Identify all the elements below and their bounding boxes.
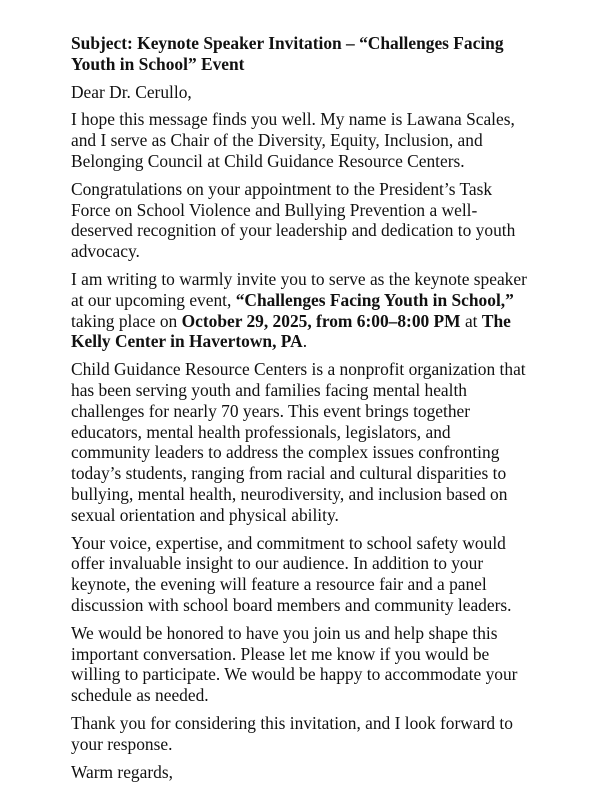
event-venue: The Kelly Center in Havertown, PA bbox=[71, 310, 511, 352]
closing: Warm regards, bbox=[71, 761, 173, 782]
email-subject: Subject: Keynote Speaker Invitation – “Challenges Facing Youth in School” Event bbox=[71, 33, 504, 74]
invite-text-1: I am writing to warmly invite you to serve as the keynote speaker at our upcoming event, bbox=[71, 268, 527, 310]
invitation-paragraph bbox=[71, 269, 531, 352]
invite-text-4: . bbox=[302, 331, 308, 352]
congratulations-paragraph: Congratulations on your appointment to the President’s Task Force on School Violence and Bullying Prevention a well-deserved recognition of your leadership and dedication to youth advocacy. bbox=[71, 178, 516, 262]
voice-paragraph: Your voice, expertise, and commitment to school safety would offer invaluable insight to our audience. In addition to your keynote, the evening will feature a resource fair and a panel discussion with school board members and community leaders. bbox=[71, 532, 512, 615]
invite-text-2: taking place on bbox=[71, 310, 182, 331]
email-body bbox=[71, 33, 531, 789]
intro-paragraph: I hope this message finds you well. My name is Lawana Scales, and I serve as Chair of the Diversity, Equity, Inclusion, and Belonging Council at Child Guidance Resource Centers. bbox=[71, 109, 515, 171]
thanks-paragraph: Thank you for considering this invitation, and I look forward to your response. bbox=[71, 712, 513, 754]
honored-paragraph: We would be honored to have you join us and help shape this important conversation. Please let me know if you would be willing to participate. We would be happy to accommodate your schedule as needed. bbox=[71, 622, 518, 706]
organization-paragraph: Child Guidance Resource Centers is a nonprofit organization that has been serving youth and families facing mental health challenges for nearly 70 years. This event brings together educators, mental health professionals, legislators, and community leaders to address the complex issues confronting today’s students, ranging from racial and cultural disparities to bullying, mental health, neurodiversity, and inclusion based on sexual orientation and physical ability. bbox=[71, 359, 526, 525]
event-name: “Challenges Facing Youth in School,” bbox=[235, 289, 514, 310]
event-date-time: October 29, 2025, from 6:00–8:00 PM bbox=[181, 310, 461, 331]
invite-text-3: at bbox=[460, 310, 482, 331]
salutation: Dear Dr. Cerullo, bbox=[71, 81, 192, 102]
